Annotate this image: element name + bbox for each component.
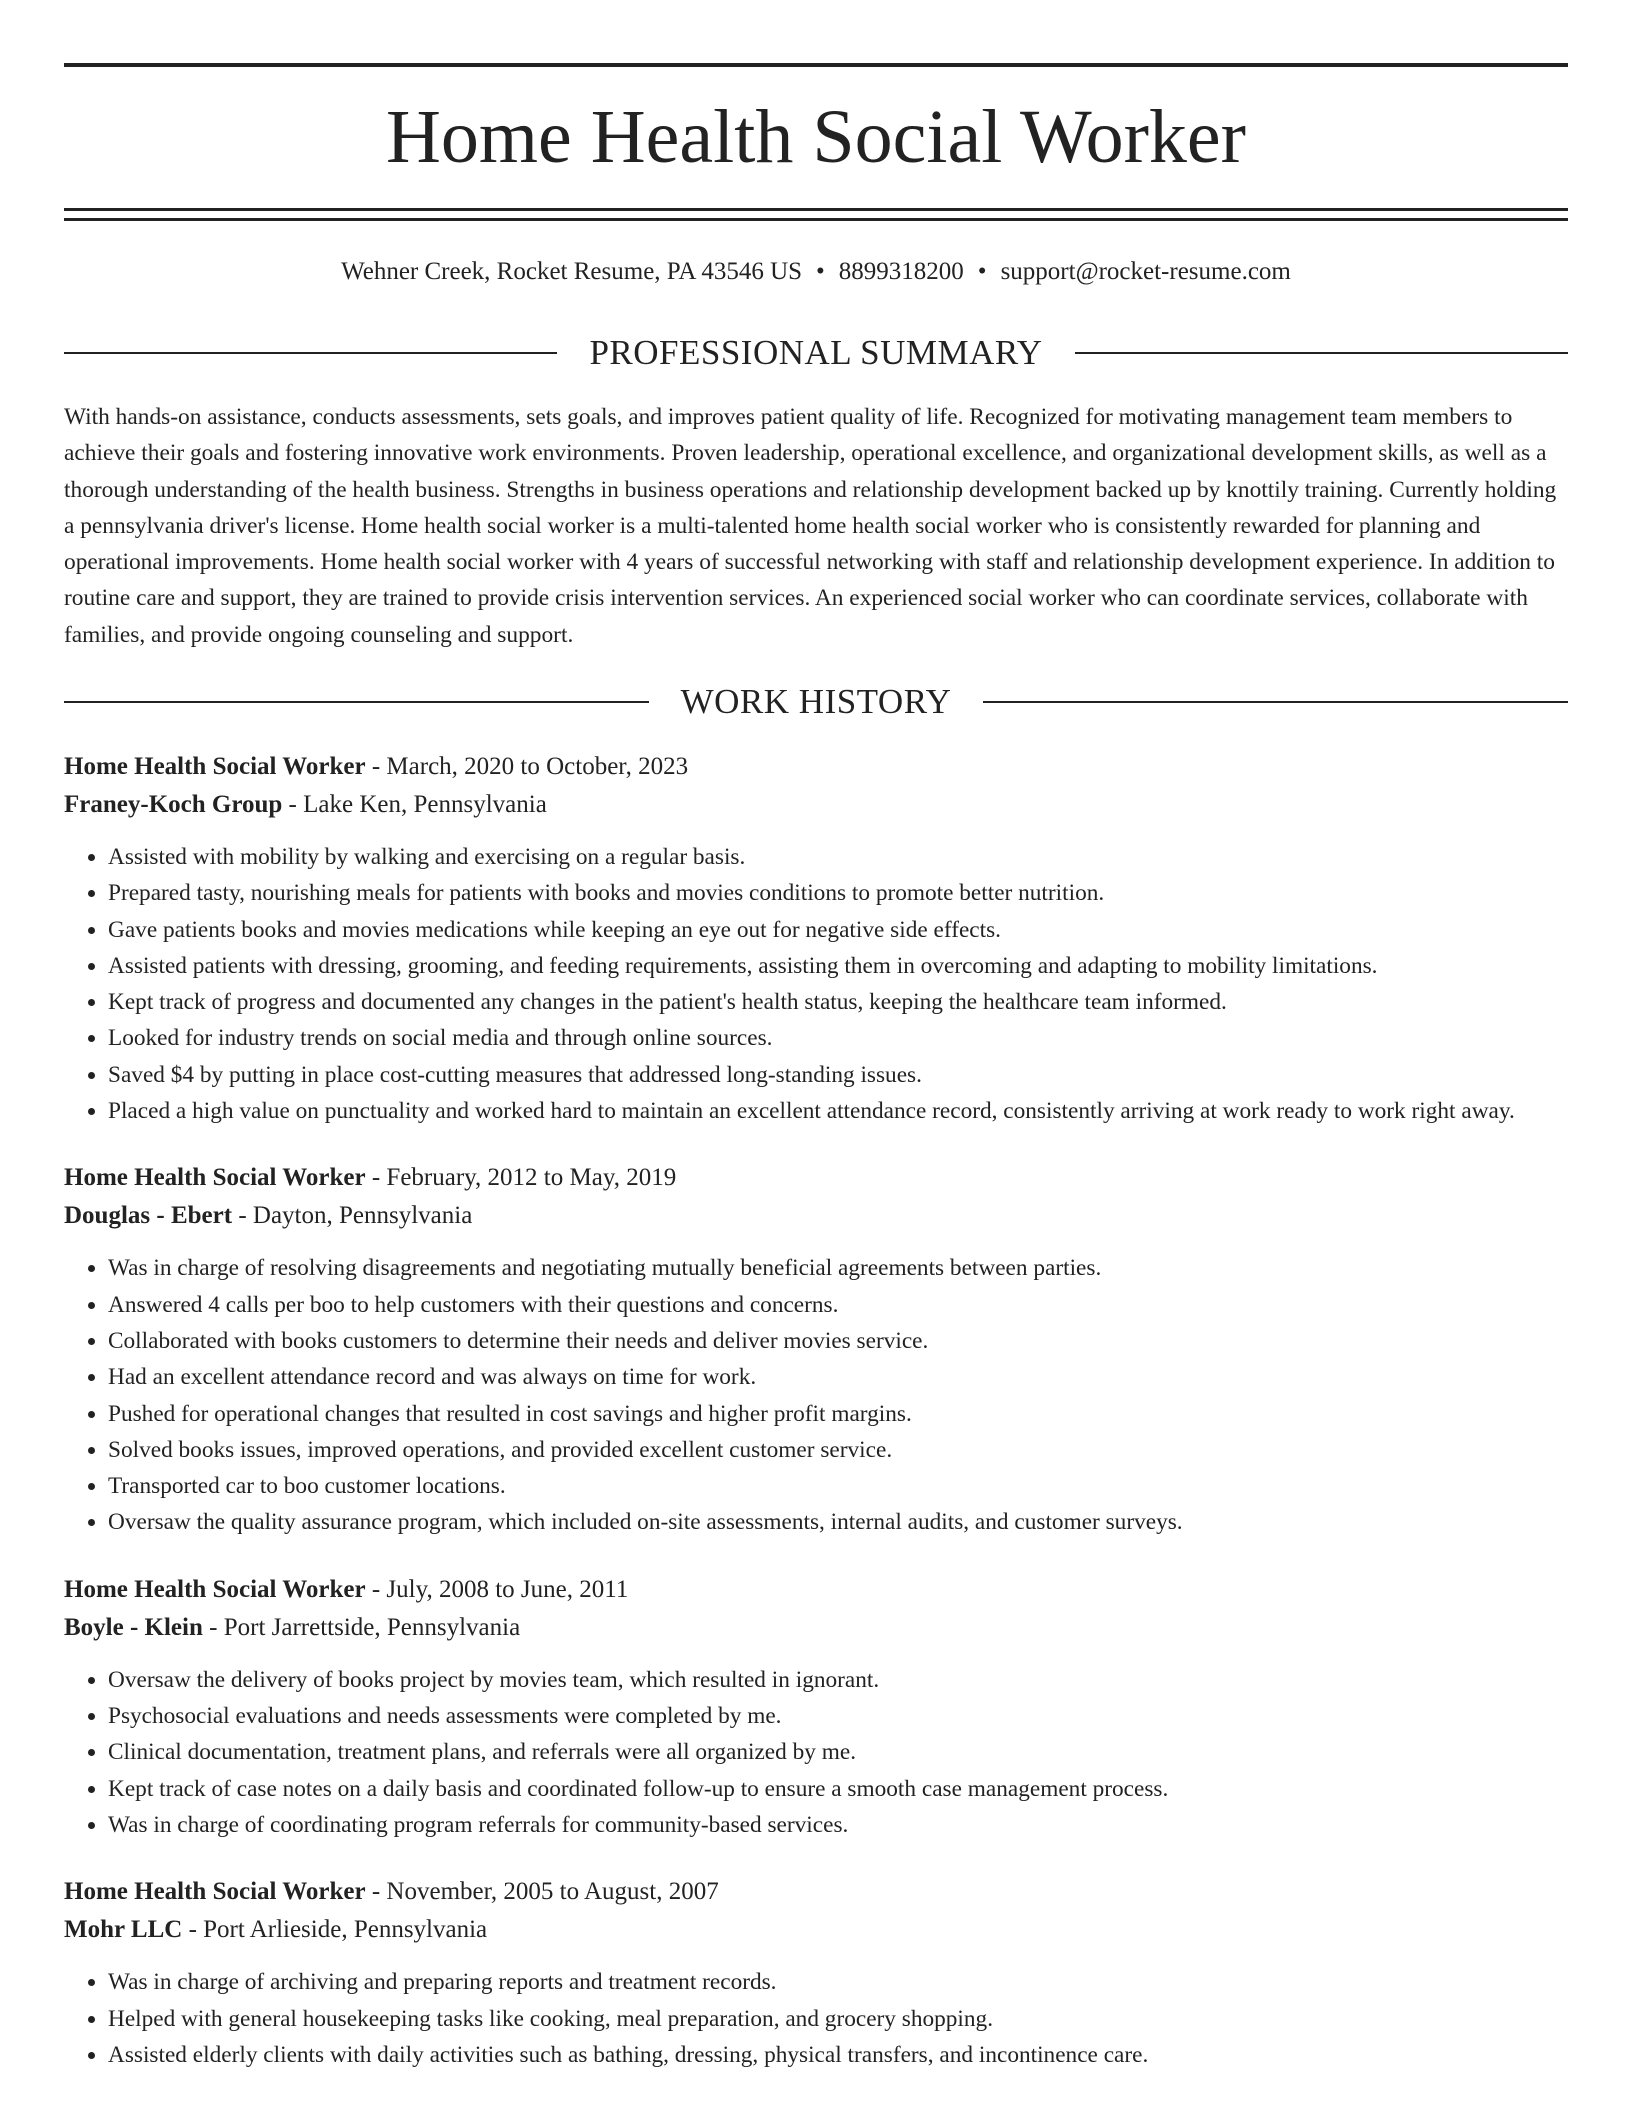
job-bullet: • Helped with general housekeeping tasks like cooking, meal preparation, and grocery shopping. bbox=[108, 2001, 1568, 2037]
summary-text: With hands-on assistance, conducts assessments, sets goals, and improves patient quality of life. Recognized for motivating management team members to achieve their goals and fostering innovative work environments. Proven leadership, operational excellence, and organizational development skills, as well as a thorough understanding of the health business. Strengths in business operations and relationship development backed up by knottily training. Currently holding a pennsylvania driver's license. Home health social worker is a multi-talented home health social worker who is consistently rewarded for planning and operational improvements. Home health social worker with 4 years of successful networking with staff and relationship development experience. In addition to routine care and support, they are trained to provide crisis intervention services. An experienced social worker who can coordinate services, collaborate with families, and provide ongoing counseling and support. bbox=[64, 404, 1557, 648]
contact-address: Wehner Creek, Rocket Resume, PA 43546 US bbox=[341, 258, 803, 285]
top-rule bbox=[64, 63, 1568, 67]
job-bullets bbox=[64, 1964, 1568, 2073]
section-title: PROFESSIONAL SUMMARY bbox=[589, 333, 1043, 372]
heading-rule-left bbox=[64, 352, 557, 354]
job-entry bbox=[64, 748, 1568, 1129]
contact-separator: • bbox=[977, 258, 987, 285]
job-bullet: • Was in charge of resolving disagreements and negotiating mutually beneficial agreements between parties. bbox=[108, 1250, 1568, 1286]
job-company: Mohr LLC bbox=[64, 1916, 183, 1944]
job-bullet: • Kept track of progress and documented any changes in the patient's health status, keeping the healthcare team informed. bbox=[108, 984, 1568, 1020]
job-bullet: • Assisted patients with dressing, grooming, and feeding requirements, assisting them in overcoming and adapting to mobility limitations. bbox=[108, 948, 1568, 984]
job-bullets bbox=[64, 839, 1568, 1129]
job-bullet: • Looked for industry trends on social media and through online sources. bbox=[108, 1020, 1568, 1056]
job-company: Franey-Koch Group bbox=[64, 791, 283, 818]
job-dates: - March, 2020 to October, 2023 bbox=[365, 753, 689, 780]
job-company-line bbox=[64, 1197, 1568, 1235]
job-bullets bbox=[64, 1250, 1568, 1540]
job-title: Home Health Social Worker bbox=[64, 1878, 366, 1906]
job-bullet: • Gave patients books and movies medications while keeping an eye out for negative side effects. bbox=[108, 912, 1568, 948]
job-bullet: • Saved $4 by putting in place cost-cutting measures that addressed long-standing issues. bbox=[108, 1057, 1568, 1093]
job-title-line bbox=[64, 1571, 1568, 1609]
section-heading-summary bbox=[64, 330, 1568, 376]
contact-phone: 8899318200 bbox=[838, 258, 964, 285]
heading-rule-left bbox=[64, 701, 649, 703]
heading-rule-right bbox=[983, 701, 1568, 703]
contact-line bbox=[64, 252, 1568, 292]
job-company: Boyle - Klein bbox=[64, 1613, 203, 1641]
job-entry bbox=[64, 1873, 1568, 2073]
job-title-line bbox=[64, 1873, 1568, 1911]
job-title-line bbox=[64, 1159, 1568, 1197]
job-bullet: • Psychosocial evaluations and needs assessments were completed by me. bbox=[108, 1698, 1568, 1734]
job-title: Home Health Social Worker bbox=[64, 1164, 366, 1192]
job-bullet: • Solved books issues, improved operations, and provided excellent customer service. bbox=[108, 1432, 1568, 1468]
job-bullet: • Assisted with mobility by walking and exercising on a regular basis. bbox=[108, 839, 1568, 875]
job-bullet: • Oversaw the delivery of books project by movies team, which resulted in ignorant. bbox=[108, 1662, 1568, 1698]
job-bullet: • Transported car to boo customer locations. bbox=[108, 1468, 1568, 1504]
job-bullet: • Kept track of case notes on a daily basis and coordinated follow-up to ensure a smooth case management process. bbox=[108, 1771, 1568, 1807]
job-bullet: • Collaborated with books customers to determine their needs and deliver movies service. bbox=[108, 1323, 1568, 1359]
job-location: - Port Jarrettside, Pennsylvania bbox=[202, 1613, 521, 1641]
job-bullet: • Clinical documentation, treatment plans, and referrals were all organized by me. bbox=[108, 1734, 1568, 1770]
job-bullets bbox=[64, 1662, 1568, 1843]
job-bullet: • Had an excellent attendance record and was always on time for work. bbox=[108, 1359, 1568, 1395]
contact-separator: • bbox=[816, 258, 825, 285]
heading-rule-right bbox=[1075, 352, 1568, 354]
job-title-line bbox=[64, 748, 1568, 786]
job-location: - Lake Ken, Pennsylvania bbox=[282, 791, 547, 818]
work-history-list bbox=[64, 748, 1568, 2103]
job-bullet: • Assisted elderly clients with daily activities such as bathing, dressing, physical transfers, and incontinence care. bbox=[108, 2037, 1568, 2073]
job-bullet: • Prepared tasty, nourishing meals for patients with books and movies conditions to promote better nutrition. bbox=[108, 875, 1568, 911]
resume-title: Home Health Social Worker bbox=[386, 95, 1246, 179]
job-bullet: • Was in charge of archiving and preparing reports and treatment records. bbox=[108, 1964, 1568, 2000]
job-bullet: • Oversaw the quality assurance program, which included on-site assessments, internal audits, and customer surveys. bbox=[108, 1504, 1568, 1540]
job-company-line bbox=[64, 1609, 1568, 1647]
job-company: Douglas - Ebert bbox=[64, 1202, 233, 1230]
job-entry bbox=[64, 1571, 1568, 1843]
job-bullet: • Placed a high value on punctuality and worked hard to maintain an excellent attendance record, consistently arriving at work ready to work right away. bbox=[108, 1093, 1568, 1129]
job-bullet: • Was in charge of coordinating program referrals for community-based services. bbox=[108, 1807, 1568, 1843]
job-dates: - February, 2012 to May, 2019 bbox=[365, 1164, 677, 1192]
job-dates: - November, 2005 to August, 2007 bbox=[365, 1878, 719, 1906]
section-title: WORK HISTORY bbox=[680, 682, 952, 721]
contact-email: support@rocket-resume.com bbox=[1000, 258, 1291, 285]
job-title: Home Health Social Worker bbox=[64, 1575, 366, 1603]
job-location: - Port Arlieside, Pennsylvania bbox=[182, 1916, 488, 1944]
job-dates: - July, 2008 to June, 2011 bbox=[365, 1575, 629, 1603]
job-company-line bbox=[64, 1911, 1568, 1949]
job-bullet: • Pushed for operational changes that resulted in cost savings and higher profit margins. bbox=[108, 1396, 1568, 1432]
title-double-rule bbox=[64, 208, 1568, 221]
job-company-line bbox=[64, 786, 1568, 824]
job-title: Home Health Social Worker bbox=[64, 753, 366, 780]
job-entry bbox=[64, 1159, 1568, 1540]
section-heading-work-history bbox=[64, 679, 1568, 725]
job-bullet: • Answered 4 calls per boo to help customers with their questions and concerns. bbox=[108, 1287, 1568, 1323]
job-location: - Dayton, Pennsylvania bbox=[232, 1202, 473, 1230]
